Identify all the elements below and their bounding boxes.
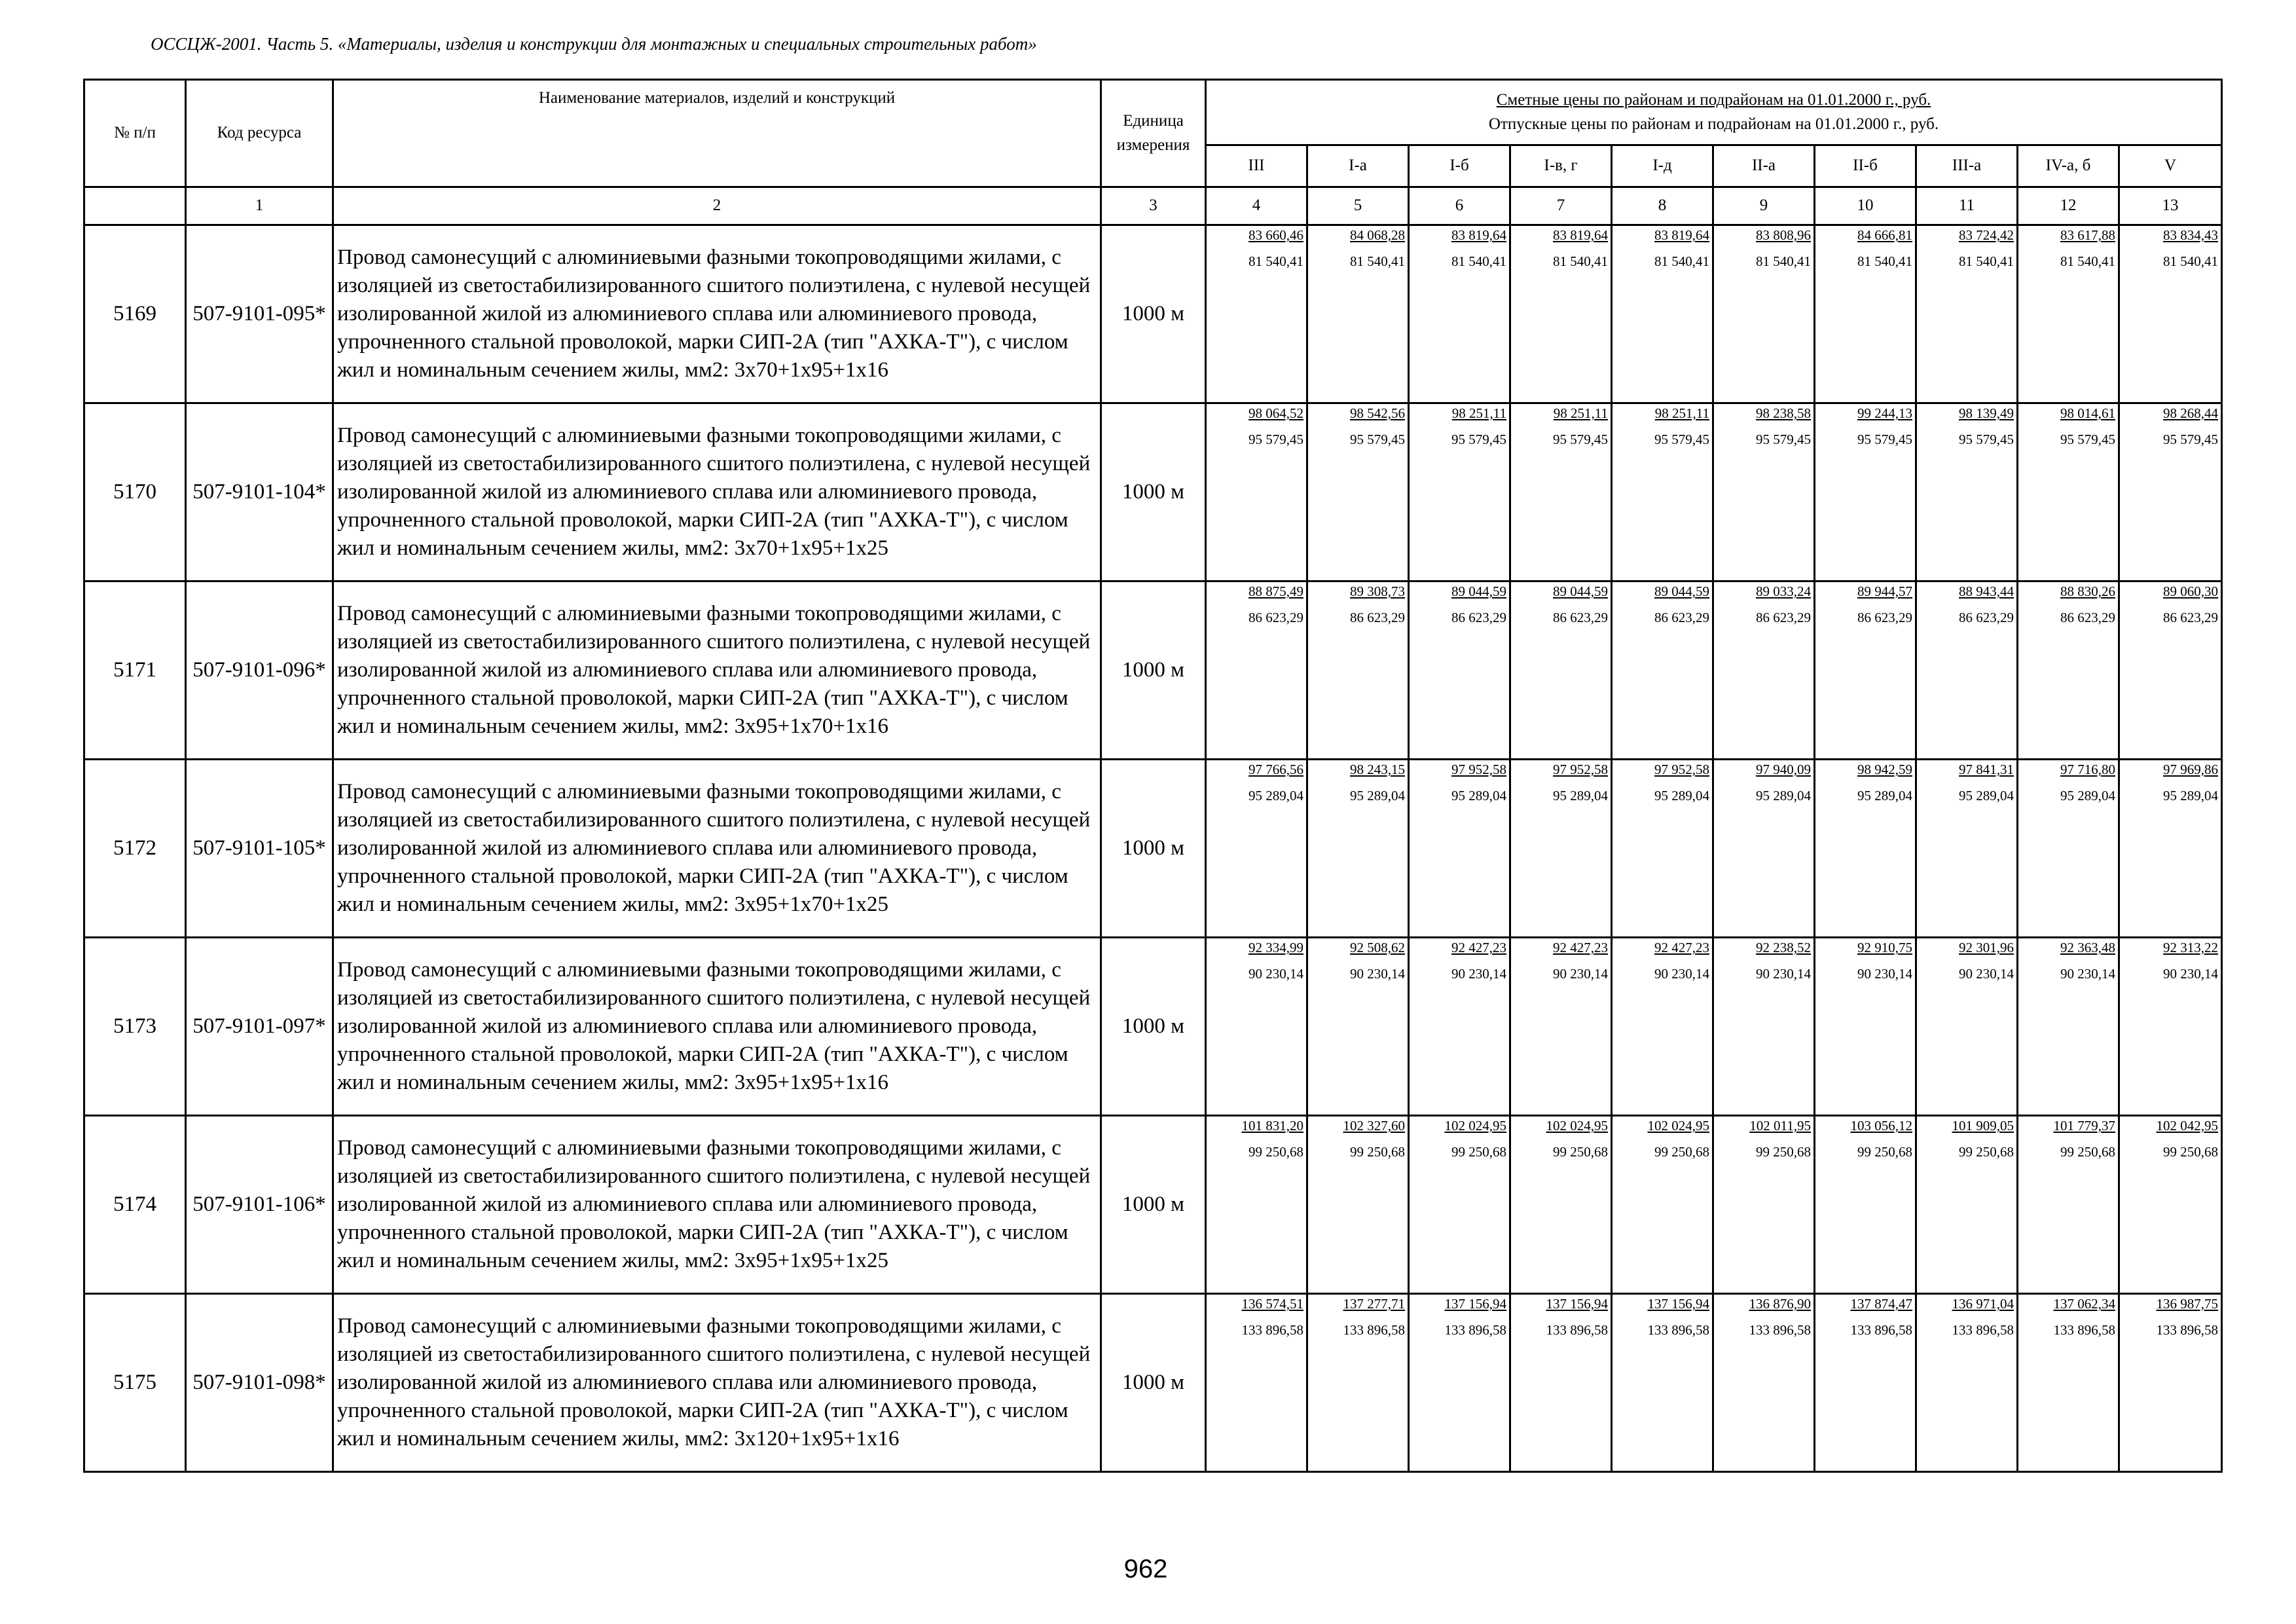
release-price: 133 896,58 [1546,1322,1608,1338]
price-cell [1510,760,1612,938]
price-cell [1307,938,1409,1116]
region-header: III [1206,145,1307,187]
release-price: 99 250,68 [1451,1144,1506,1160]
release-price: 81 540,41 [1350,253,1405,269]
unit-of-measure: 1000 м [1101,225,1206,403]
region-header: III-а [1916,145,2018,187]
column-number: 4 [1206,187,1307,225]
release-price: 95 289,04 [1756,788,1811,803]
price-cell [1510,403,1612,581]
price-cell [1916,225,2018,403]
price-cell [1409,1294,1510,1472]
release-price: 95 289,04 [1553,788,1608,803]
price-cell [1409,225,1510,403]
table-row [84,403,2222,581]
region-header: II-а [1713,145,1815,187]
price-cell [1916,581,2018,760]
unit-of-measure: 1000 м [1101,403,1206,581]
release-price: 90 230,14 [2060,966,2115,982]
estimate-price: 103 056,12 [1850,1118,1912,1134]
release-price: 81 540,41 [1857,253,1912,269]
region-header: I-а [1307,145,1409,187]
header-prices [1206,80,2222,145]
price-cell [1612,938,1713,1116]
price-cell [1612,581,1713,760]
price-cell [1409,938,1510,1116]
price-cell [1510,1116,1612,1294]
release-price: 95 289,04 [1451,788,1506,803]
release-price: 133 896,58 [1444,1322,1506,1338]
price-cell [1612,403,1713,581]
estimate-price: 92 334,99 [1248,940,1303,955]
price-cell [1612,225,1713,403]
price-cell [2119,225,2222,403]
price-cell [1815,1116,1916,1294]
release-price: 86 623,29 [1350,610,1405,625]
price-cell [2018,1116,2119,1294]
region-header: I-в, г [1510,145,1612,187]
estimate-price: 102 024,95 [1444,1118,1506,1134]
release-price: 86 623,29 [1248,610,1303,625]
price-cell [1612,1294,1713,1472]
column-number: 11 [1916,187,2018,225]
estimate-price: 98 251,11 [1553,405,1608,421]
column-number: 9 [1713,187,1815,225]
price-cell [1206,938,1307,1116]
price-table [83,79,2223,1473]
price-cell [1510,581,1612,760]
material-name: Провод самонесущий с алюминиевыми фазными токопроводящими жилами, с изоляцией из светостабилизированного сшитого полиэтилена, с нулевой несущей изолированной жилой из алюминиевого сплава или алюминиевого провода, упрочненного стальной проволокой, марки СИП-2А (тип "АХКА-Т"), с числом жил и номинальным сечением жилы, мм2: 3х95+1х95+1х16 [333,938,1101,1116]
estimate-price: 98 942,59 [1857,762,1912,777]
estimate-price: 137 874,47 [1850,1296,1912,1312]
price-cell [1307,760,1409,938]
price-cell [1815,225,1916,403]
resource-code: 507-9101-096* [186,581,333,760]
header-prices-estimate: Сметные цены по районам и подрайонам на 01.01.2000 г., руб. [1496,91,1931,109]
release-price: 90 230,14 [1451,966,1506,982]
header-unit: Единица измерения [1101,80,1206,187]
estimate-price: 83 724,42 [1959,227,2014,243]
row-number: 5169 [84,225,186,403]
estimate-price: 97 952,58 [1654,762,1709,777]
release-price: 90 230,14 [1959,966,2014,982]
release-price: 90 230,14 [1553,966,1608,982]
release-price: 133 896,58 [2156,1322,2219,1338]
region-header: IV-а, б [2018,145,2119,187]
price-cell [2018,403,2119,581]
price-cell [1713,1294,1815,1472]
document-title: ОССЦЖ-2001. Часть 5. «Материалы, изделия и конструкции для монтажных и специальных строительных работ» [151,34,1037,54]
release-price: 81 540,41 [1654,253,1709,269]
estimate-price: 97 952,58 [1451,762,1506,777]
price-cell [1510,225,1612,403]
column-number: 10 [1815,187,1916,225]
release-price: 99 250,68 [2060,1144,2115,1160]
release-price: 133 896,58 [2053,1322,2115,1338]
release-price: 95 289,04 [1857,788,1912,803]
region-header: I-д [1612,145,1713,187]
price-cell [1815,403,1916,581]
price-cell [1206,1116,1307,1294]
column-number: 2 [333,187,1101,225]
price-cell [1307,1294,1409,1472]
column-number-blank [84,187,186,225]
release-price: 81 540,41 [1451,253,1506,269]
resource-code: 507-9101-095* [186,225,333,403]
resource-code: 507-9101-097* [186,938,333,1116]
estimate-price: 83 819,64 [1654,227,1709,243]
price-cell [1916,938,2018,1116]
price-cell [1713,760,1815,938]
price-cell [2119,1294,2222,1472]
release-price: 86 623,29 [2163,610,2219,625]
estimate-price: 92 313,22 [2163,940,2219,955]
release-price: 133 896,58 [1952,1322,2014,1338]
price-cell [1815,581,1916,760]
release-price: 99 250,68 [1654,1144,1709,1160]
price-cell [1612,1116,1713,1294]
estimate-price: 98 139,49 [1959,405,2014,421]
row-number: 5172 [84,760,186,938]
price-cell [2119,1116,2222,1294]
table-row [84,1294,2222,1472]
price-cell [1713,403,1815,581]
price-cell [1409,760,1510,938]
price-cell [1713,938,1815,1116]
estimate-price: 92 427,23 [1553,940,1608,955]
row-number: 5171 [84,581,186,760]
estimate-price: 101 779,37 [2053,1118,2115,1134]
region-header: II-б [1815,145,1916,187]
release-price: 133 896,58 [1749,1322,1811,1338]
header-name: Наименование материалов, изделий и конструкций [333,80,1101,187]
release-price: 86 623,29 [1451,610,1506,625]
price-cell [1206,760,1307,938]
column-number: 12 [2018,187,2119,225]
release-price: 99 250,68 [1959,1144,2014,1160]
estimate-price: 136 971,04 [1952,1296,2014,1312]
table-row [84,760,2222,938]
estimate-price: 98 238,58 [1756,405,1811,421]
price-cell [2119,403,2222,581]
price-cell [1206,403,1307,581]
estimate-price: 137 156,94 [1647,1296,1709,1312]
estimate-price: 137 156,94 [1546,1296,1608,1312]
header-num: № п/п [84,80,186,187]
estimate-price: 89 060,30 [2163,583,2219,599]
price-cell [1612,760,1713,938]
estimate-price: 89 033,24 [1756,583,1811,599]
release-price: 99 250,68 [1756,1144,1811,1160]
estimate-price: 97 940,09 [1756,762,1811,777]
column-number: 3 [1101,187,1206,225]
price-cell [1206,225,1307,403]
estimate-price: 83 834,43 [2163,227,2219,243]
estimate-price: 89 308,73 [1350,583,1405,599]
material-name: Провод самонесущий с алюминиевыми фазными токопроводящими жилами, с изоляцией из светостабилизированного сшитого полиэтилена, с нулевой несущей изолированной жилой из алюминиевого сплава или алюминиевого провода, упрочненного стальной проволокой, марки СИП-2А (тип "АХКА-Т"), с числом жил и номинальным сечением жилы, мм2: 3х95+1х70+1х25 [333,760,1101,938]
estimate-price: 101 909,05 [1952,1118,2014,1134]
column-number: 8 [1612,187,1713,225]
material-name: Провод самонесущий с алюминиевыми фазными токопроводящими жилами, с изоляцией из светостабилизированного сшитого полиэтилена, с нулевой несущей изолированной жилой из алюминиевого сплава или алюминиевого провода, упрочненного стальной проволокой, марки СИП-2А (тип "АХКА-Т"), с числом жил и номинальным сечением жилы, мм2: 3х120+1х95+1х16 [333,1294,1101,1472]
release-price: 95 579,45 [1959,432,2014,447]
release-price: 99 250,68 [1857,1144,1912,1160]
price-cell [1916,1116,2018,1294]
estimate-price: 88 830,26 [2060,583,2115,599]
price-cell [1409,581,1510,760]
price-cell [1815,938,1916,1116]
release-price: 99 250,68 [2163,1144,2219,1160]
release-price: 81 540,41 [1959,253,2014,269]
unit-of-measure: 1000 м [1101,1294,1206,1472]
estimate-price: 83 617,88 [2060,227,2115,243]
material-name: Провод самонесущий с алюминиевыми фазными токопроводящими жилами, с изоляцией из светостабилизированного сшитого полиэтилена, с нулевой несущей изолированной жилой из алюминиевого сплава или алюминиевого провода, упрочненного стальной проволокой, марки СИП-2А (тип "АХКА-Т"), с числом жил и номинальным сечением жилы, мм2: 3х70+1х95+1х16 [333,225,1101,403]
release-price: 81 540,41 [1553,253,1608,269]
release-price: 90 230,14 [1654,966,1709,982]
release-price: 86 623,29 [1756,610,1811,625]
release-price: 86 623,29 [1553,610,1608,625]
estimate-price: 97 716,80 [2060,762,2115,777]
price-cell [1510,1294,1612,1472]
release-price: 95 579,45 [1451,432,1506,447]
estimate-price: 98 251,11 [1654,405,1709,421]
price-cell [1916,403,2018,581]
table-row [84,225,2222,403]
estimate-price: 137 277,71 [1343,1296,1405,1312]
release-price: 81 540,41 [1248,253,1303,269]
release-price: 99 250,68 [1248,1144,1303,1160]
row-number: 5170 [84,403,186,581]
estimate-price: 102 011,95 [1749,1118,1811,1134]
table-row [84,1116,2222,1294]
release-price: 95 579,45 [2163,432,2219,447]
release-price: 95 289,04 [1654,788,1709,803]
unit-of-measure: 1000 м [1101,938,1206,1116]
release-price: 86 623,29 [2060,610,2115,625]
release-price: 90 230,14 [1756,966,1811,982]
price-cell [2018,938,2119,1116]
header-code: Код ресурса [186,80,333,187]
estimate-price: 102 327,60 [1343,1118,1405,1134]
price-cell [1206,1294,1307,1472]
page-number: 962 [1123,1555,1168,1583]
release-price: 90 230,14 [1248,966,1303,982]
release-price: 81 540,41 [2163,253,2219,269]
release-price: 95 289,04 [2060,788,2115,803]
estimate-price: 98 268,44 [2163,405,2219,421]
estimate-price: 83 660,46 [1248,227,1303,243]
estimate-price: 92 363,48 [2060,940,2115,955]
material-name: Провод самонесущий с алюминиевыми фазными токопроводящими жилами, с изоляцией из светостабилизированного сшитого полиэтилена, с нулевой несущей изолированной жилой из алюминиевого сплава или алюминиевого провода, упрочненного стальной проволокой, марки СИП-2А (тип "АХКА-Т"), с числом жил и номинальным сечением жилы, мм2: 3х95+1х70+1х16 [333,581,1101,760]
estimate-price: 97 766,56 [1248,762,1303,777]
material-name: Провод самонесущий с алюминиевыми фазными токопроводящими жилами, с изоляцией из светостабилизированного сшитого полиэтилена, с нулевой несущей изолированной жилой из алюминиевого сплава или алюминиевого провода, упрочненного стальной проволокой, марки СИП-2А (тип "АХКА-Т"), с числом жил и номинальным сечением жилы, мм2: 3х70+1х95+1х25 [333,403,1101,581]
price-cell [1206,581,1307,760]
estimate-price: 137 062,34 [2053,1296,2115,1312]
price-cell [1713,581,1815,760]
estimate-price: 97 969,86 [2163,762,2219,777]
estimate-price: 98 014,61 [2060,405,2115,421]
price-cell [1916,1294,2018,1472]
release-price: 99 250,68 [1350,1144,1405,1160]
price-cell [1815,760,1916,938]
estimate-price: 92 301,96 [1959,940,2014,955]
price-cell [1409,1116,1510,1294]
resource-code: 507-9101-106* [186,1116,333,1294]
estimate-price: 101 831,20 [1241,1118,1303,1134]
estimate-price: 102 024,95 [1647,1118,1709,1134]
estimate-price: 98 243,15 [1350,762,1405,777]
price-cell [2018,581,2119,760]
column-number: 13 [2119,187,2222,225]
estimate-price: 136 987,75 [2156,1296,2219,1312]
estimate-price: 84 666,81 [1857,227,1912,243]
price-cell [2119,938,2222,1116]
estimate-price: 137 156,94 [1444,1296,1506,1312]
release-price: 86 623,29 [1857,610,1912,625]
region-header: V [2119,145,2222,187]
price-cell [2018,225,2119,403]
estimate-price: 102 042,95 [2156,1118,2219,1134]
release-price: 95 579,45 [1857,432,1912,447]
estimate-price: 92 508,62 [1350,940,1405,955]
estimate-price: 88 875,49 [1248,583,1303,599]
price-cell [1713,1116,1815,1294]
estimate-price: 83 808,96 [1756,227,1811,243]
release-price: 133 896,58 [1850,1322,1912,1338]
column-number: 5 [1307,187,1409,225]
estimate-price: 99 244,13 [1857,405,1912,421]
price-cell [2119,581,2222,760]
price-cell [2018,1294,2119,1472]
price-cell [1307,225,1409,403]
unit-of-measure: 1000 м [1101,760,1206,938]
release-price: 95 579,45 [2060,432,2115,447]
estimate-price: 136 574,51 [1241,1296,1303,1312]
price-cell [1307,581,1409,760]
estimate-price: 84 068,28 [1350,227,1405,243]
estimate-price: 98 251,11 [1451,405,1506,421]
estimate-price: 92 238,52 [1756,940,1811,955]
estimate-price: 92 427,23 [1654,940,1709,955]
resource-code: 507-9101-098* [186,1294,333,1472]
material-name: Провод самонесущий с алюминиевыми фазными токопроводящими жилами, с изоляцией из светостабилизированного сшитого полиэтилена, с нулевой несущей изолированной жилой из алюминиевого сплава или алюминиевого провода, упрочненного стальной проволокой, марки СИП-2А (тип "АХКА-Т"), с числом жил и номинальным сечением жилы, мм2: 3х95+1х95+1х25 [333,1116,1101,1294]
estimate-price: 97 952,58 [1553,762,1608,777]
estimate-price: 89 944,57 [1857,583,1912,599]
release-price: 90 230,14 [1350,966,1405,982]
release-price: 133 896,58 [1343,1322,1405,1338]
release-price: 95 289,04 [1959,788,2014,803]
estimate-price: 83 819,64 [1553,227,1608,243]
estimate-price: 136 876,90 [1749,1296,1811,1312]
column-number: 6 [1409,187,1510,225]
release-price: 95 289,04 [2163,788,2219,803]
release-price: 95 289,04 [1248,788,1303,803]
estimate-price: 89 044,59 [1451,583,1506,599]
estimate-price: 89 044,59 [1654,583,1709,599]
release-price: 133 896,58 [1241,1322,1303,1338]
row-number: 5173 [84,938,186,1116]
unit-of-measure: 1000 м [1101,1116,1206,1294]
table-row [84,938,2222,1116]
row-number: 5175 [84,1294,186,1472]
release-price: 90 230,14 [1857,966,1912,982]
release-price: 81 540,41 [1756,253,1811,269]
estimate-price: 98 542,56 [1350,405,1405,421]
release-price: 95 579,45 [1553,432,1608,447]
release-price: 95 289,04 [1350,788,1405,803]
resource-code: 507-9101-105* [186,760,333,938]
price-cell [1713,225,1815,403]
row-number: 5174 [84,1116,186,1294]
resource-code: 507-9101-104* [186,403,333,581]
price-cell [1510,938,1612,1116]
release-price: 133 896,58 [1647,1322,1709,1338]
estimate-price: 97 841,31 [1959,762,2014,777]
price-cell [2119,760,2222,938]
table-row [84,581,2222,760]
price-cell [1307,1116,1409,1294]
estimate-price: 88 943,44 [1959,583,2014,599]
column-number: 1 [186,187,333,225]
estimate-price: 92 427,23 [1451,940,1506,955]
price-cell [1916,760,2018,938]
estimate-price: 92 910,75 [1857,940,1912,955]
release-price: 90 230,14 [2163,966,2219,982]
price-cell [1815,1294,1916,1472]
release-price: 95 579,45 [1248,432,1303,447]
estimate-price: 83 819,64 [1451,227,1506,243]
release-price: 95 579,45 [1756,432,1811,447]
header-prices-release: Отпускные цены по районам и подрайонам на 01.01.2000 г., руб. [1488,115,1939,133]
price-cell [1307,403,1409,581]
region-header: I-б [1409,145,1510,187]
column-number: 7 [1510,187,1612,225]
price-cell [2018,760,2119,938]
price-cell [1409,403,1510,581]
estimate-price: 98 064,52 [1248,405,1303,421]
release-price: 95 579,45 [1350,432,1405,447]
release-price: 95 579,45 [1654,432,1709,447]
release-price: 86 623,29 [1959,610,2014,625]
estimate-price: 89 044,59 [1553,583,1608,599]
unit-of-measure: 1000 м [1101,581,1206,760]
release-price: 99 250,68 [1553,1144,1608,1160]
release-price: 86 623,29 [1654,610,1709,625]
release-price: 81 540,41 [2060,253,2115,269]
estimate-price: 102 024,95 [1546,1118,1608,1134]
